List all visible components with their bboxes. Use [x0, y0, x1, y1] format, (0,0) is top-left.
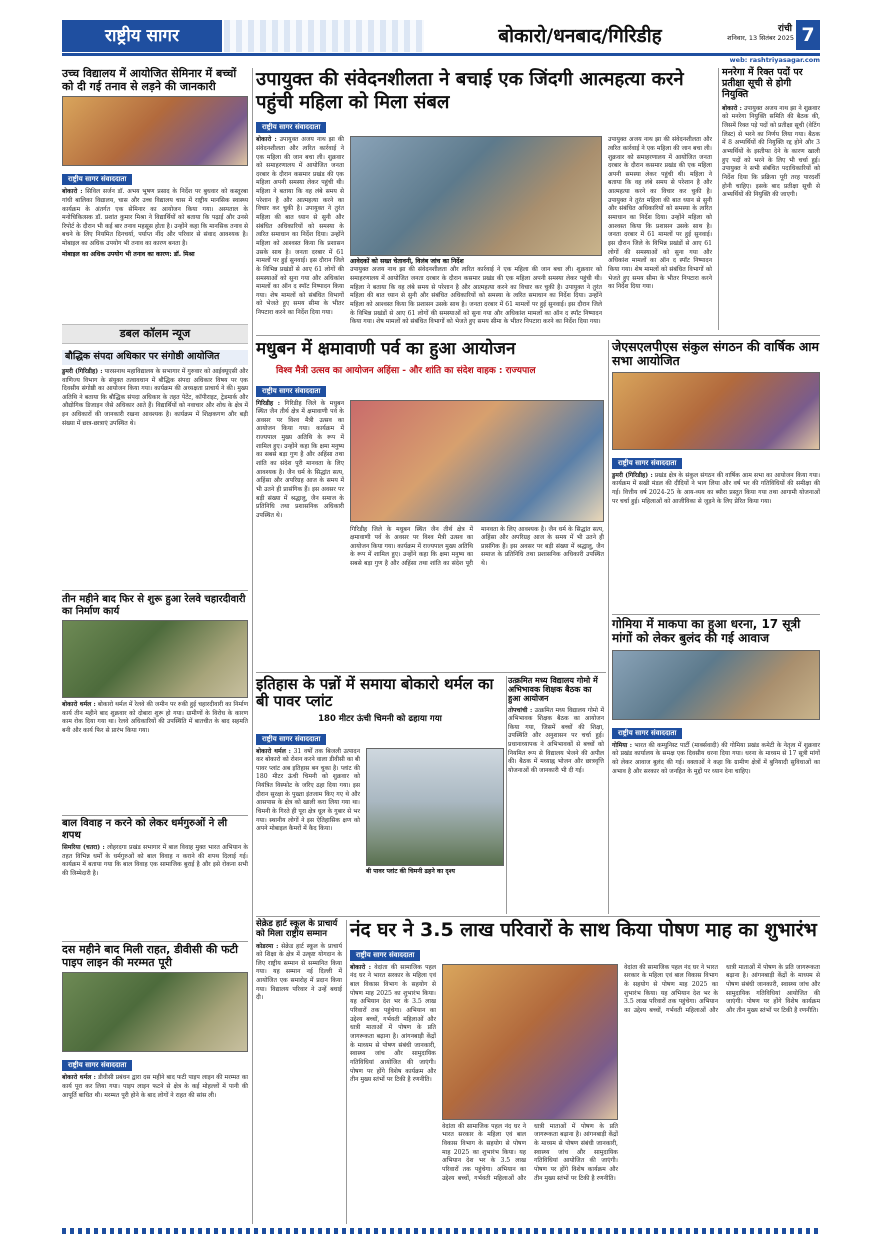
masthead: [62, 20, 820, 64]
manrega-body: [722, 105, 820, 200]
manrega-headline: मनरेगा में रिक्त पदों पर प्रतीक्षा सूची से होगी नियुक्ति: [722, 67, 803, 100]
kshama-body-col: [256, 400, 344, 670]
pipeline-body: [62, 1074, 248, 1100]
poshan-body-right: वेदांता की सामाजिक पहल नंद घर ने भारत सरकार के महिला एवं बाल विकास विभाग के सहयोग से पोषण माह 2025 का शुभारंभ किया। यह अभियान देश भर के 3.5 लाख परिवारों तक पहुंचेगा। अभियान का उद्देश्य बच्चों, गर्भवती महिलाओं और धात्री माताओं में पोषण के प्रति जागरूकता बढ़ाना है। आंगनबाड़ी केंद्रों के माध्यम से पोषण संबंधी जानकारी, स्वास्थ्य जांच और सामुदायिक गतिविधियां आयोजित की जाएंगी। पोषण पर होंगे विशेष कार्यक्रम और तीन मुख्य स्तंभों पर टिकी है रणनीति।: [624, 963, 820, 1015]
dateline: बोकारो थर्मल :: [62, 701, 96, 708]
gomia-headline: गोमिया में माकपा का हुआ धरना, 17 सूत्री मांगों को लेकर बुलंद की गई आवाज: [612, 617, 801, 645]
gomia-article: [612, 618, 820, 918]
jslps-body: [612, 472, 820, 507]
dateline: गोमिया :: [612, 741, 633, 749]
lead-body-col-right: उपायुक्त अजय नाथ झा की संवेदनशीलता और त्वरित कार्रवाई ने एक महिला की जान बचा ली। शुक्रवार को समाहरणालय में आयोजित जनता दरबार के दौरान कसमार प्रखंड की एक महिला अपनी समस्या लेकर पहुंची थी। महिला ने बताया कि वह लंबे समय से परेशान है और आत्महत्या करने का विचार कर चुकी है। उपायुक्त ने तुरंत महिला की बात ध्यान से सुनी और संबंधित अधिकारियों को समस्या के त्वरित समाधान का निर्देश दिया। उन्होंने महिला को आश्वस्त किया कि प्रशासन उसके साथ है। जनता दरबार में 61 मामलों पर हुई सुनवाई। इस दौरान जिले के विभिन्न प्रखंडों से आए 61 लोगों की समस्याओं को सुना गया और अधिकांश मामलों का ऑन द स्पॉट निष्पादन किया गया। शेष मामलों को संबंधित विभागों को भेजते हुए समय सीमा के भीतर निपटारा करने का निर्देश दिया गया।: [608, 136, 712, 291]
marriage-headline: बाल विवाह न करने को लेकर धर्मगुरुओं ने ली शपथ: [62, 818, 228, 841]
section-divider: [256, 335, 820, 336]
dateline: डुमरी (गिरिडीह) :: [62, 367, 103, 375]
railway-photo: [62, 620, 248, 698]
pipeline-photo: [62, 972, 248, 1052]
thermal-caption: बी पावर प्लांट की चिमनी ढहने का दृश्य: [366, 867, 455, 875]
dateline: बोकारो :: [256, 136, 277, 144]
lead-body-col: [256, 136, 344, 316]
marriage-text: लोहरदगा प्रखंड सभागार में बाल विवाह मुक्त भारत अभियान के तहत विभिन्न धर्मों के धर्मगुरुओं को बाल विवाह न कराने की शपथ दिलाई गई। कार्यक्रम में बताया गया कि बाल विवाह एक सामाजिक बुराई है और इसे रोकना सभी की जिम्मेदारी है।: [62, 844, 249, 877]
sanghoshthi-headline: बौद्धिक संपदा अधिकार पर संगोष्ठी आयोजित: [62, 350, 248, 365]
manrega-article: [722, 68, 820, 330]
column-divider: [506, 676, 507, 914]
sacred-heart-body: [256, 943, 342, 1003]
masthead-date: शनिवार, 13 सितंबर 2025: [727, 34, 794, 42]
kshama-headline: मधुबन में क्षमावाणी पर्व का हुआ आयोजन: [256, 339, 516, 359]
byline: राष्ट्रीय सागर संवाददाता: [256, 386, 326, 397]
kshama-body-continued: गिरिडीह जिले के मधुबन स्थित जैन तीर्थ क्षेत्र में क्षमावाणी पर्व के अवसर पर विश्व मैत्री उत्सव का आयोजन किया गया। कार्यक्रम में राज्यपाल मुख्य अतिथि के रूप में शामिल हुए। उन्होंने कहा कि क्षमा मनुष्य का सबसे बड़ा गुण है और अहिंसा तथा शांति का संदेश पूरी मानवता के लिए आवश्यक है। जैन धर्म के सिद्धांत सत्य, अहिंसा और अपरिग्रह आज के समय में भी उतने ही प्रासंगिक हैं। इस अवसर पर बड़ी संख्या में श्रद्धालु, जैन समाज के प्रतिनिधि तथा प्रशासनिक अधिकारी उपस्थित थे।: [350, 525, 604, 568]
double-column-band: डबल कॉलम न्यूज: [62, 324, 248, 344]
seminar-caption: मोबाइल का अधिक उपयोग भी तनाव का कारण: डॉ. मिश्रा: [62, 250, 195, 258]
brand-logo: राष्ट्रीय सागर: [62, 20, 222, 52]
dateline: बोकारो :: [350, 963, 372, 971]
lead-photo: [350, 136, 602, 256]
dateline: बोकारो :: [62, 188, 83, 196]
jslps-text: प्रखंड क्षेत्र के संकुल संगठन की वार्षिक आम सभा का आयोजन किया गया। कार्यक्रम में सखी मंडल की दीदियों ने भाग लिया और वर्ष भर की गतिविधियों की समीक्षा की गई। वित्तीय वर्ष 2024-25 के आय-व्यय का ब्यौरा प्रस्तुत किया गया तथा आगामी योजनाओं पर चर्चा हुई। महिलाओं को आजीविका से जुड़ने के लिए प्रेरित किया गया।: [612, 471, 821, 505]
section-divider: [256, 672, 606, 673]
jslps-headline: जेएसएलपीएस संकुल संगठन की वार्षिक आम सभा आयोजित: [612, 339, 820, 369]
thermal-article: [256, 676, 504, 912]
sacred-heart-text: सेक्रेड हार्ट स्कूल के प्राचार्य को शिक्षा के क्षेत्र में उत्कृष्ट योगदान के लिए राष्ट्रीय सम्मान से सम्मानित किया गया। यह सम्मान नई दिल्ली में आयोजित एक समारोह में प्रदान किया गया। विद्यालय परिवार ने उन्हें बधाई दी।: [256, 942, 342, 1002]
byline: राष्ट्रीय सागर संवाददाता: [256, 734, 326, 745]
dateline: बोकारो थर्मल :: [62, 1074, 96, 1082]
gomia-photo: [612, 650, 820, 720]
gomia-body: [612, 742, 820, 777]
railway-headline: तीन महीने बाद फिर से शुरू हुआ रेलवे चहारदीवारी का निर्माण कार्य: [62, 594, 246, 617]
byline: राष्ट्रीय सागर संवाददाता: [62, 174, 132, 185]
poshan-text: वेदांता की सामाजिक पहल नंद घर ने भारत सरकार के महिला एवं बाल विकास विभाग के सहयोग से पोषण माह 2025 का शुभारंभ किया। यह अभियान देश भर के 3.5 लाख परिवारों तक पहुंचेगा। अभियान का उद्देश्य बच्चों, गर्भवती महिलाओं और धात्री माताओं में पोषण के प्रति जागरूकता बढ़ाना है। आंगनबाड़ी केंद्रों के माध्यम से पोषण संबंधी जानकारी, स्वास्थ्य जांच और सामुदायिक गतिविधियां आयोजित की जाएंगी। पोषण पर होंगे विशेष कार्यक्रम और तीन मुख्य स्तंभों पर टिकी है रणनीति।: [350, 963, 436, 1084]
manrega-text: उपायुक्त अजय नाथ झा ने शुक्रवार को मनरेगा नियुक्ति समिति की बैठक की, जिसमें रिक्त पड़े पदों को प्रतीक्षा सूची (वेटिंग लिस्ट) से भरने का निर्णय लिया गया। बैठक में 8 अभ्यर्थियों की नियुक्ति रद्द होने और 3 अभ्यर्थियों के इस्तीफा देने के कारण खाली हुए पदों को भरने के लिए भी चर्चा हुई। उपायुक्त ने सभी संबंधित पदाधिकारियों को निर्देश दिया कि प्रक्रिया पूरी तरह पारदर्शी होनी चाहिए। इसके बाद प्रतीक्षा सूची से अभ्यर्थियों की नियुक्ति की जाएगी।: [722, 104, 820, 199]
section-divider: [62, 815, 248, 816]
byline: राष्ट्रीय सागर संवाददाता: [350, 950, 420, 961]
dateline: डुमरी (गिरिडीह) :: [612, 471, 653, 479]
poshan-body: [350, 964, 436, 1214]
lead-body-continued: उपायुक्त अजय नाथ झा की संवेदनशीलता और त्वरित कार्रवाई ने एक महिला की जान बचा ली। शुक्रवार को समाहरणालय में आयोजित जनता दरबार के दौरान कसमार प्रखंड की एक महिला अपनी समस्या लेकर पहुंची थी। महिला ने बताया कि वह लंबे समय से परेशान है और आत्महत्या करने का विचार कर चुकी है। उपायुक्त ने तुरंत महिला की बात ध्यान से सुनी और संबंधित अधिकारियों को समस्या के त्वरित समाधान का निर्देश दिया। उन्होंने महिला को आश्वस्त किया कि प्रशासन उसके साथ है। जनता दरबार में 61 मामलों पर हुई सुनवाई। इस दौरान जिले के विभिन्न प्रखंडों से आए 61 लोगों की समस्याओं को सुना गया और अधिकांश मामलों का ऑन द स्पॉट निष्पादन किया गया। शेष मामलों को संबंधित विभागों को भेजते हुए समय सीमा के भीतर निपटारा करने का निर्देश दिया गया।: [350, 266, 602, 326]
sanghoshthi-body: [62, 368, 248, 428]
section-divider: [62, 590, 248, 591]
railway-text: बोकारो थर्मल में रेलवे की जमीन पर रुकी हुई चहारदीवारी का निर्माण कार्य तीन महीने बाद शुक्रवार को दोबारा शुरू हो गया। ग्रामीणों के विरोध के कारण काम रोक दिया गया था। रेलवे अधिकारियों की उपस्थिति में बातचीत के बाद सहमति बनी और कार्य फिर से प्रारंभ किया गया।: [62, 701, 248, 734]
seminar-headline: उच्च विद्यालय में आयोजित सेमिनार में बच्चों को दी गई तनाव से लड़ने की जानकारी: [62, 67, 237, 93]
web-address: web: rashtriyasagar.com: [729, 56, 820, 64]
jslps-article: [612, 340, 820, 612]
gomia-text: भारत की कम्युनिस्ट पार्टी (मार्क्सवादी) की गोमिया प्रखंड कमेटी के नेतृत्व में शुक्रवार को प्रखंड कार्यालय के समक्ष एक दिवसीय धरना दिया गया। धरना के माध्यम से 17 सूत्री मांगों को लेकर आवाज बुलंद की गई। वक्ताओं ने कहा कि ग्रामीण क्षेत्रों में बुनियादी सुविधाओं का अभाव है और सरकार को जनहित के मुद्दों पर ध्यान देना चाहिए।: [612, 741, 820, 775]
page-number: 7: [796, 20, 820, 50]
column-divider: [718, 68, 719, 330]
thermal-text: 31 वर्षों तक बिजली उत्पादन कर बोकारो को रोशन करने वाला डीवीसी का बी पावर प्लांट अब इतिहास बन चुका है। प्लांट की 180 मीटर ऊंची चिमनी को शुक्रवार को नियंत्रित विस्फोट के जरिए ढहा दिया गया। इस दौरान सुरक्षा के पुख्ता इंतजाम किए गए थे और आसपास के क्षेत्र को खाली करा लिया गया था। चिमनी के गिरते ही पूरा क्षेत्र धूल के गुबार से भर गया। स्थानीय लोगों ने इस ऐतिहासिक क्षण को अपने मोबाइल कैमरों में कैद किया।: [256, 747, 360, 833]
lead-headline: उपायुक्त की संवेदनशीलता ने बचाई एक जिंदगी आत्महत्या करने पहुंची महिला को मिला संबल: [256, 69, 684, 114]
footer-strip: [62, 1228, 820, 1234]
marriage-article: [62, 818, 248, 940]
poshan-headline: नंद घर ने 3.5 लाख परिवारों के साथ किया पोषण माह का शुभारंभ: [350, 919, 817, 941]
sanghoshthi-text: पारसनाथ महाविद्यालय के सभागार में गुरुवार को आईक्यूएसी और वाणिज्य विभाग के संयुक्त तत्वावधान में बौद्धिक संपदा अधिकार विषय पर एक दिवसीय संगोष्ठी का आयोजन किया गया। कार्यक्रम की अध्यक्षता प्राचार्य ने की। मुख्य अतिथि ने बताया कि बौद्धिक संपदा अधिकार के तहत पेटेंट, कॉपीराइट, ट्रेडमार्क और औद्योगिक डिजाइन जैसे अधिकार आते हैं। विद्यार्थियों को नवाचार और शोध के क्षेत्र में इन अधिकारों की जानकारी रखना आवश्यक है। कार्यक्रम में शिक्षकगण और बड़ी संख्या में छात्र-छात्राएं उपस्थित थे।: [62, 367, 249, 427]
lead-caption: आवेदकों को सख्त चेतावनी, विलंब जांच का निर्देश: [350, 258, 464, 266]
dateline: तोपचांची :: [508, 706, 533, 714]
masthead-city: रांची: [777, 24, 792, 34]
kshama-article: [256, 340, 604, 670]
kshama-text: गिरिडीह जिले के मधुबन स्थित जैन तीर्थ क्षेत्र में क्षमावाणी पर्व के अवसर पर विश्व मैत्री उत्सव का आयोजन किया गया। कार्यक्रम में राज्यपाल मुख्य अतिथि के रूप में शामिल हुए। उन्होंने कहा कि क्षमा मनुष्य का सबसे बड़ा गुण है और अहिंसा तथा शांति का संदेश पूरी मानवता के लिए आवश्यक है। जैन धर्म के सिद्धांत सत्य, अहिंसा और अपरिग्रह आज के समय में भी उतने ही प्रासंगिक हैं। इस अवसर पर बड़ी संख्या में श्रद्धालु, जैन समाज के प्रतिनिधि तथा प्रशासनिक अधिकारी उपस्थित थे।: [256, 399, 345, 519]
jslps-photo: [612, 372, 820, 450]
thermal-subhead: 180 मीटर ऊंची चिमनी को ढहाया गया: [318, 713, 442, 724]
seminar-text: सिविल सर्जन डॉ. अभय भूषण प्रसाद के निर्देश पर बुधवार को कस्तूरबा गांधी बालिका विद्यालय, चास और उच्च विद्यालय चास में राष्ट्रीय मानसिक स्वास्थ्य कार्यक्रम के अंतर्गत एक सेमिनार का आयोजन किया गया। अस्पताल के मनोचिकित्सक डॉ. प्रशांत कुमार मिश्रा ने विद्यार्थियों को बताया कि पढ़ाई और उनसे रिपोर्ट के दौरान भी कई बार तनाव महसूस होता है। उन्होंने कहा कि मानसिक तनाव से बचने के लिए नियमित दिनचर्या, पर्याप्त नींद और परिवार से संवाद आवश्यक है। मोबाइल का अधिक उपयोग भी तनाव का कारण बनता है।: [62, 188, 249, 248]
lead-text: उपायुक्त अजय नाथ झा की संवेदनशीलता और त्वरित कार्रवाई ने एक महिला की जान बचा ली। शुक्रवार को समाहरणालय में आयोजित जनता दरबार के दौरान कसमार प्रखंड की एक महिला अपनी समस्या लेकर पहुंची थी। महिला ने बताया कि वह लंबे समय से परेशान है और आत्महत्या करने का विचार कर चुकी है। उपायुक्त ने तुरंत महिला की बात ध्यान से सुनी और संबंधित अधिकारियों को समस्या के त्वरित समाधान का निर्देश दिया। उन्होंने महिला को आश्वस्त किया कि प्रशासन उसके साथ है। जनता दरबार में 61 मामलों पर हुई सुनवाई। इस दौरान जिले के विभिन्न प्रखंडों से आए 61 लोगों की समस्याओं को सुना गया और अधिकांश मामलों का ऑन द स्पॉट निष्पादन किया गया। शेष मामलों को संबंधित विभागों को भेजते हुए समय सीमा के भीतर निपटारा करने का निर्देश दिया गया।: [256, 136, 344, 317]
pipeline-article: [62, 944, 248, 1224]
seminar-body: [62, 188, 248, 248]
edition-title: बोकारो/धनबाद/गिरिडीह: [498, 25, 662, 47]
column-divider: [608, 340, 609, 914]
kshama-photo: [350, 400, 604, 522]
dateline: बोकारो थर्मल :: [256, 747, 291, 755]
vidyalaya-text: उत्क्रमित मध्य विद्यालय गोमो में अभिभावक शिक्षक बैठक का आयोजन किया गया, जिसमें बच्चों की शिक्षा, उपस्थिति और अनुशासन पर चर्चा हुई। प्रधानाध्यापक ने अभिभावकों से बच्चों को नियमित रूप से विद्यालय भेजने की अपील की। बैठक में मध्याह्न भोजन और छात्रवृत्ति योजनाओं की जानकारी भी दी गई।: [508, 706, 605, 775]
sanghoshthi-article: [62, 350, 248, 590]
seminar-article: [62, 68, 248, 320]
dateline: गिरिडीह :: [256, 399, 281, 407]
column-divider: [346, 920, 347, 1224]
lead-story: [256, 68, 714, 330]
section-divider: [62, 941, 248, 942]
dateline: सिमरिया (चतरा) :: [62, 844, 105, 851]
vidyalaya-body: [508, 707, 604, 776]
sacred-heart-headline: सेक्रेड हार्ट स्कूल के प्राचार्य को मिला राष्ट्रीय सम्मान: [256, 919, 338, 939]
kshama-subhead: विश्व मैत्री उत्सव का आयोजन अहिंसा - और शांति का संदेश वाहक : राज्यपाल: [276, 365, 536, 376]
railway-article: [62, 594, 248, 814]
vidyalaya-headline: उत्क्रमित मध्य विद्यालय गोमो में अभिभावक शिक्षक बैठक का हुआ आयोजन: [508, 676, 598, 704]
pipeline-headline: दस महीने बाद मिली राहत, डीवीसी की फटी पाइप लाइन की मरम्मत पूरी: [62, 943, 238, 969]
byline: राष्ट्रीय सागर संवाददाता: [612, 458, 682, 469]
masthead-pattern: [224, 20, 424, 52]
seminar-photo: [62, 96, 248, 166]
thermal-headline: इतिहास के पन्नों में समाया बोकारो थर्मल का बी पावर प्लांट: [256, 675, 494, 711]
byline: राष्ट्रीय सागर संवाददाता: [62, 1060, 132, 1071]
thermal-photo: [366, 748, 504, 866]
byline: राष्ट्रीय सागर संवाददाता: [256, 122, 326, 133]
pipeline-text: डीवीसी प्रबंधन द्वारा दस महीने बाद फटी पाइप लाइन की मरम्मत का कार्य पूरा कर लिया गया। पाइप लाइन फटने से क्षेत्र के कई मोहल्लों में पानी की आपूर्ति बाधित थी। मरम्मत पूरी होने के बाद लोगों ने राहत की सांस ली।: [62, 1074, 249, 1099]
dateline: कोडरमा :: [256, 942, 279, 950]
thermal-body: [256, 748, 360, 908]
poshan-body-continued: वेदांता की सामाजिक पहल नंद घर ने भारत सरकार के महिला एवं बाल विकास विभाग के सहयोग से पोषण माह 2025 का शुभारंभ किया। यह अभियान देश भर के 3.5 लाख परिवारों तक पहुंचेगा। अभियान का उद्देश्य बच्चों, गर्भवती महिलाओं और धात्री माताओं में पोषण के प्रति जागरूकता बढ़ाना है। आंगनबाड़ी केंद्रों के माध्यम से पोषण संबंधी जानकारी, स्वास्थ्य जांच और सामुदायिक गतिविधियां आयोजित की जाएंगी। पोषण पर होंगे विशेष कार्यक्रम और तीन मुख्य स्तंभों पर टिकी है रणनीति।: [442, 1122, 618, 1182]
marriage-body: [62, 844, 248, 879]
byline: राष्ट्रीय सागर संवाददाता: [612, 728, 682, 739]
section-divider: [612, 614, 820, 615]
dateline: बोकारो :: [722, 104, 742, 112]
vidyalaya-article: [508, 676, 604, 912]
railway-body: [62, 701, 248, 736]
poshan-article: [350, 920, 820, 1224]
section-divider: [256, 916, 820, 917]
column-divider: [252, 68, 253, 1224]
poshan-photo: [442, 964, 618, 1120]
sacred-heart-article: [256, 920, 342, 1224]
